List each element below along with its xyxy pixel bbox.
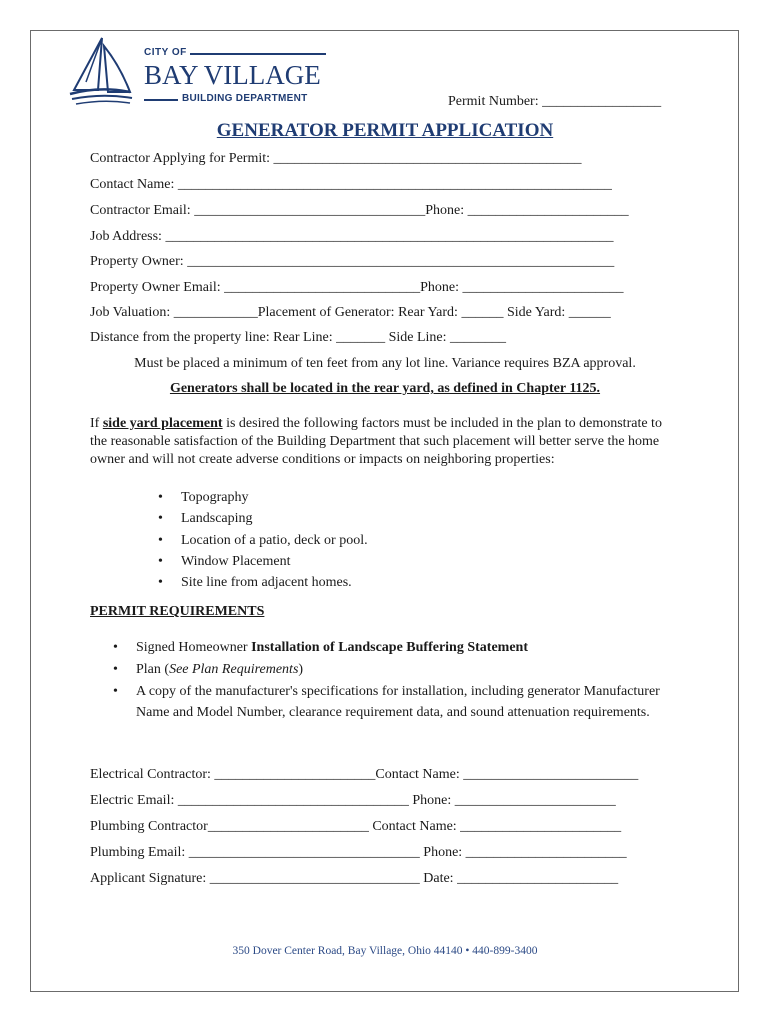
logo-department: BUILDING DEPARTMENT: [182, 93, 308, 104]
electric-email-field[interactable]: Electric Email: _________________________________ Phone: _______________________: [90, 793, 616, 808]
list-item: • Site line from adjacent homes.: [158, 572, 368, 593]
page-title: GENERATOR PERMIT APPLICATION: [216, 120, 554, 141]
property-owner-field[interactable]: Property Owner: _____________________________________________________________: [90, 254, 615, 269]
req1-prefix: Signed Homeowner: [136, 640, 252, 655]
list-item: • Landscaping: [158, 508, 368, 529]
logo-rule-top: [190, 53, 326, 55]
plumbing-contractor-field[interactable]: Plumbing Contractor_______________________ Contact Name: _______________________: [90, 819, 622, 834]
sailboat-logo-icon: [68, 36, 138, 106]
bay-village-logo: [68, 36, 330, 106]
electrical-contractor-field[interactable]: Electrical Contractor: _______________________Contact Name: _________________________: [90, 767, 639, 782]
contact-name-field[interactable]: Contact Name: ______________________________________________________________: [90, 177, 612, 192]
para-if: If: [90, 416, 103, 431]
contractor-field[interactable]: Contractor Applying for Permit: ____________________________________________: [90, 151, 582, 166]
req2-suffix: ): [298, 662, 304, 677]
list-item: • A copy of the manufacturer's specifications for installation, including generator Manufacturer Name and Model Number, clearance requirement data, and sound attenuation requirements.: [113, 681, 673, 723]
factors-list: [158, 487, 368, 593]
permit-number-field[interactable]: Permit Number: _________________: [448, 94, 662, 109]
applicant-signature-field[interactable]: Applicant Signature: ______________________________ Date: _______________________: [90, 871, 619, 886]
logo-name: BAY VILLAGE: [144, 60, 321, 90]
rear-yard-note: Generators shall be located in the rear yard, as defined in Chapter 1125.: [169, 381, 601, 396]
para-term: side yard placement: [102, 416, 223, 431]
owner-email-field[interactable]: Property Owner Email: ____________________________Phone: _______________________: [90, 280, 624, 295]
minimum-distance-note: Must be placed a minimum of ten feet from any lot line. Variance requires BZA approval.: [134, 356, 636, 371]
plumbing-email-field[interactable]: Plumbing Email: _________________________________ Phone: _______________________: [90, 845, 627, 860]
distance-field[interactable]: Distance from the property line: Rear Line: _______ Side Line: ________: [90, 330, 507, 345]
para-rest: is desired the following factors must be included in the plan to demonstrate to the reasonable satisfaction of the Building Department that such placement will better serve the home owner and will not create adverse conditions or impacts on neighboring properties:: [90, 416, 662, 467]
side-yard-paragraph: [90, 415, 675, 469]
req2-italic: See Plan Requirements: [169, 662, 299, 677]
job-address-field[interactable]: Job Address: ________________________________________________________________: [90, 229, 614, 244]
list-item: • Window Placement: [158, 551, 368, 572]
req1-bold: Installation of Landscape Buffering Statement: [251, 640, 528, 655]
list-item: • Topography: [158, 487, 368, 508]
list-item: [113, 659, 673, 680]
req2-prefix: Plan (: [136, 662, 170, 677]
contractor-email-field[interactable]: Contractor Email: _________________________________Phone: _______________________: [90, 203, 629, 218]
logo-rule-bottom: [144, 99, 178, 101]
list-item: • Location of a patio, deck or pool.: [158, 530, 368, 551]
permit-requirements-heading: PERMIT REQUIREMENTS: [90, 604, 265, 619]
job-valuation-field[interactable]: Job Valuation: ____________Placement of Generator: Rear Yard: ______ Side Yard: ______: [90, 305, 611, 320]
requirements-list: [113, 637, 673, 724]
footer-address: 350 Dover Center Road, Bay Village, Ohio 44140 • 440-899-3400: [232, 945, 538, 957]
list-item: [113, 637, 673, 658]
logo-city-of: CITY OF: [144, 47, 187, 58]
